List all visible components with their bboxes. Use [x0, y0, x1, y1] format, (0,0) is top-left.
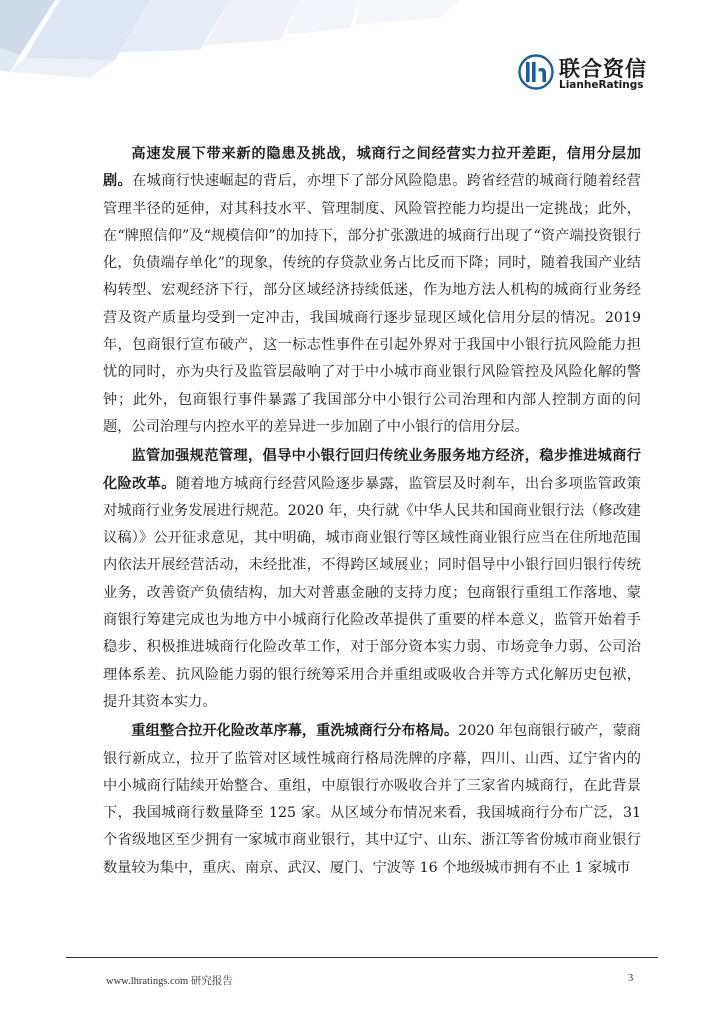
paragraph-1-heading: 高速发展下带来新的隐患及挑战，城商行之间经营实力拉开差距，信用分层加剧。: [103, 146, 641, 190]
footer-website-label: www.lhratings.com 研究报告: [106, 976, 233, 987]
paragraph-2-heading: 监管加强规范管理，倡导中小银行回归传统业务服务地方经济，稳步推进城商行化险改革。: [103, 448, 641, 492]
logo-english-name: LianheRatings: [559, 79, 644, 91]
footer-divider: [66, 957, 658, 958]
logo-chinese-name: 联合资信: [559, 57, 647, 81]
page-number: 3: [628, 973, 634, 984]
lianhe-logo-icon: [518, 54, 554, 90]
paragraph-3-heading: 重组整合拉开化险改革序幕，重洗城商行分布格局。: [131, 723, 459, 740]
paragraph-1-body: 在城商行快速崛起的背后，亦埋下了部分风险隐患。跨省经营的城商行随着经营管理半径的延伸，对其科技水平、管理制度、风险管控能力均提出一定挑战；此外，在“牌照信仰”及“规模信仰”的加持下，部分扩张激进的城商行出现了“资产端投资银行化，负债端存单化”的现象，传统的存贷款业务占比反而下降；同时，随着我国产业结构转型、宏观经济下行，部分区域经济持续低迷，作为地方法人机构的城商行业务经营及资产质量均受到一定冲击，我国城商行逐步显现区域化信用分层的情况。2019 年，包商银行宣布破产，这一标志性事件在引起外界对于我国中小银行抗风险能力担忧的同时，亦为央行及监管层敲响了对于中小城市商业银行风险管控及风险化解的警钟；此外，包商银行事件暴露了我国部分中小银行公司治理和内部人控制方面的问题，公司治理与内控水平的差异进一步加剧了中小银行的信用分层。: [103, 173, 641, 435]
paragraph-2-body: 随着地方城商行经营风险逐步暴露，监管层及时刹车，出台多项监管政策对城商行业务发展进行规范。2020 年，央行就《中华人民共和国商业银行法（修改建议稿）》公开征求意见，其中明确，城市商业银行等区域性商业银行应当在住所地范围内依法开展经营活动，未经批准，不得跨区域展业；同时倡导中小银行回归银行传统业务，改善资产负债结构，加大对普惠金融的支持力度；包商银行重组工作落地、蒙商银行筹建完成也为地方中小城商行化险改革提供了重要的样本意义，监管开始着手稳步、积极推进城商行化险改革工作，对于部分资本实力弱、市场竞争力弱、公司治理体系差、抗风险能力弱的银行统筹采用合并重组或吸收合并等方式化解历史包袱，提升其资本实力。: [103, 475, 641, 710]
paragraph-1: [103, 141, 641, 441]
header-decoration: [0, 0, 460, 80]
paragraph-3: [103, 718, 641, 882]
company-logo: [518, 52, 648, 94]
paragraph-3-body: 2020 年包商银行破产，蒙商银行新成立，拉开了监管对区域性城商行格局洗牌的序幕，四川、山西、辽宁省内的中小城商行陆续开始整合、重组，中原银行亦吸收合并了三家省内城商行，在此背景下，我国城商行数量降至 125 家。从区域分布情况来看，我国城商行分布广泛，31 个省级地区至少拥有一家城市商业银行，其中辽宁、山东、浙江等省份城市商业银行数量较为集中，重庆、南京、武汉、厦门、宁波等 16 个地级城市拥有不止 1 家城市: [103, 723, 641, 876]
article-body: [103, 141, 641, 884]
paragraph-2: [103, 443, 641, 716]
